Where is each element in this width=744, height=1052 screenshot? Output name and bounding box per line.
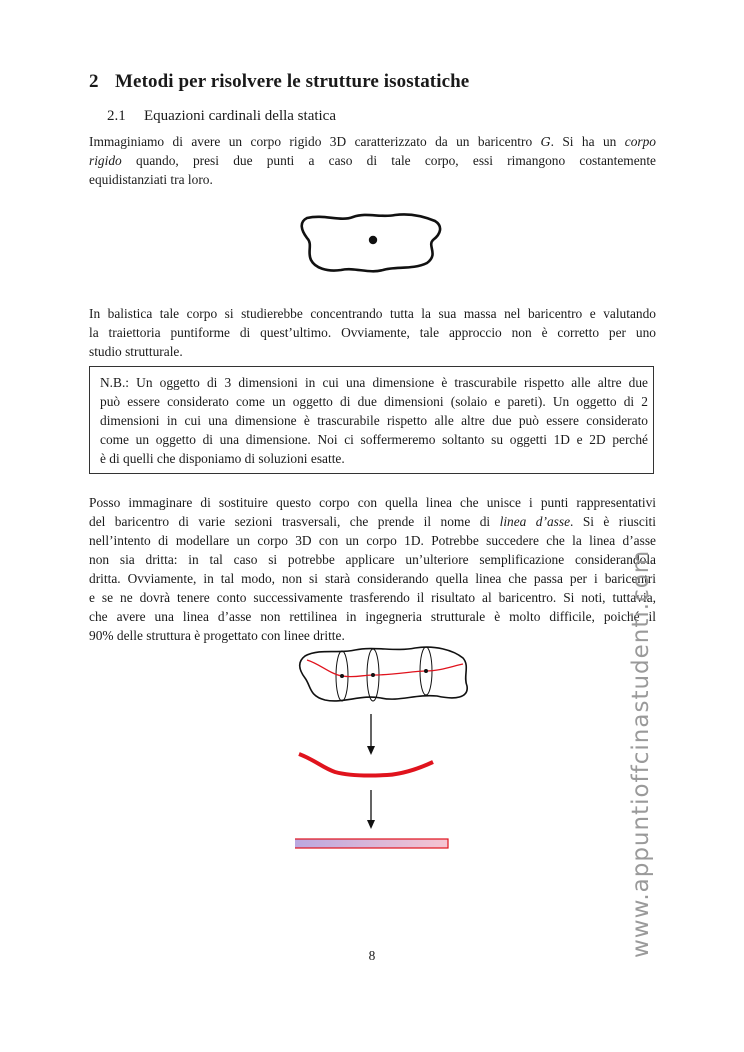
text-line: è di quelli che disponiamo di soluzioni esatte. bbox=[100, 451, 345, 466]
text-line: che avere una linea d’asse non rettilinea in ingegneria strutturale è molto difficile, poiché il bbox=[89, 609, 656, 624]
text-line: Posso immaginare di sostituire questo corpo con quella linea che unisce i punti rappresentativi bbox=[89, 495, 656, 510]
centroid-dot bbox=[340, 674, 344, 678]
text-line: 90% delle struttura è progettato con linee dritte. bbox=[89, 628, 345, 643]
centroid-line bbox=[307, 660, 463, 677]
text-line: del baricentro di varie sezioni trasversali, che prende il nome di linea d’asse. Si è riusciti bbox=[89, 514, 657, 529]
text-line: nell’intento di modellare un corpo 3D con un corpo 1D. Potrebbe succedere che la linea d’asse bbox=[89, 533, 656, 548]
centroid-dot bbox=[371, 673, 375, 677]
text-line: dimensioni in cui una dimensione è trascurabile rispetto alle altre due può essere considerato bbox=[100, 413, 648, 428]
section-heading bbox=[89, 71, 469, 93]
note-text bbox=[100, 373, 648, 468]
curved-axis-line bbox=[299, 754, 433, 776]
arrow-head bbox=[367, 820, 375, 829]
text-line: equidistanziati tra loro. bbox=[89, 172, 213, 187]
text-line: dritta. Ovviamente, in tal modo, non si starà considerando quella linea che passa per i baricentri bbox=[89, 571, 656, 586]
text-line: come un oggetto di una dimensione. Noi ci soffermeremo soltanto su oggetti 1D e 2D perché bbox=[100, 432, 648, 447]
text-line: studio strutturale. bbox=[89, 344, 183, 359]
subsection-heading bbox=[107, 108, 336, 125]
straight-beam bbox=[295, 839, 448, 848]
axis-line-figure bbox=[295, 642, 471, 854]
watermark: www.appuntioffcinastudenti.com bbox=[628, 549, 654, 958]
text-line: e se ne dovrà tenere conto successivamente trasferendo il risultato al baricentro. Si noti, tuttavia, bbox=[89, 590, 656, 605]
paragraph-rigid-body bbox=[89, 132, 656, 189]
text-line: N.B.: Un oggetto di 3 dimensioni in cui una dimensione è trascurabile rispetto alle altre due bbox=[100, 375, 648, 390]
arrow-head bbox=[367, 746, 375, 755]
rigid-body-figure bbox=[295, 208, 445, 276]
centroid-dot bbox=[369, 236, 377, 244]
paragraph-axis-line bbox=[89, 493, 656, 645]
paragraph-ballistics bbox=[89, 304, 656, 361]
text-line: In balistica tale corpo si studierebbe concentrando tutta la sua massa nel baricentro e valutando bbox=[89, 306, 656, 321]
section-title: Metodi per risolvere le strutture isostatiche bbox=[115, 71, 470, 92]
page-number: 8 bbox=[368, 948, 376, 963]
subsection-number: 2.1 bbox=[107, 108, 126, 124]
text-line: la traiettoria puntiforme di quest’ultimo. Ovviamente, tale approccio non è corretto per uno bbox=[89, 325, 656, 340]
section-number: 2 bbox=[89, 71, 99, 92]
text-line: rigido quando, presi due punti a caso di tale corpo, essi rimangono costantemente bbox=[89, 153, 656, 168]
note-box bbox=[89, 366, 654, 474]
subsection-title: Equazioni cardinali della statica bbox=[144, 108, 336, 124]
text-line: può essere considerato come un oggetto di due dimensioni (solaio e pareti). Un oggetto di 2 bbox=[100, 394, 648, 409]
math-symbol: G bbox=[540, 134, 551, 149]
centroid-dot bbox=[424, 669, 428, 673]
text-line: Immaginiamo di avere un corpo rigido 3D caratterizzato da un baricentro G. Si ha un corpo bbox=[89, 134, 656, 149]
text-line: non sia dritta: in tal caso si potrebbe applicare un’ulteriore semplificazione considerandola bbox=[89, 552, 656, 567]
